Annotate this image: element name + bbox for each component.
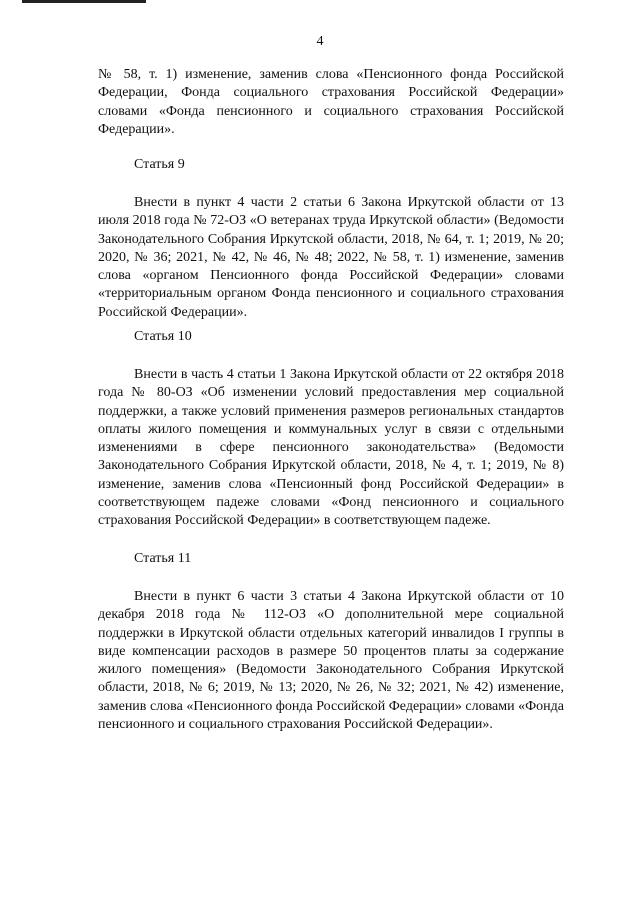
article-10-heading: Статья 10 [134,329,192,344]
article-9-paragraph: Внести в пункт 4 части 2 статьи 6 Закона Иркутской области от 13 июля 2018 года № 72-ОЗ «О ветеранах труда Иркутской области» (Ведомости Законодательного Собрания Иркутской области, 2018, № 64, т. 1; 2019, № 20; 2020, № 36; 2021, № 42, № 46, № 48; 2022, № 58, т. 1) изменение, заменив слова «органом Пенсионного фонда Российской Федерации» словами «территориальным органом Фонда пенсионного и социального страхования Российской Федерации». [98,195,564,320]
article-9-heading: Статья 9 [134,157,185,172]
top-border-rule [22,0,146,3]
article-11-paragraph: Внести в пункт 6 части 3 статьи 4 Закона Иркутской области от 10 декабря 2018 года № 112-ОЗ «О дополнительной мере социальной поддержки в Иркутской области отдельных категорий инвалидов I группы в виде компенсации расходов в размере 50 процентов платы за содержание жилого помещения» (Ведомости Законодательного Собрания Иркутской области, 2018, № 6; 2019, № 13; 2020, № 26, № 32; 2021, № 42) изменение, заменив слова «Пенсионного фонда Российской Федерации» словами «Фонда пенсионного и социального страхования Российской Федерации». [98,589,564,733]
article-10-paragraph: Внести в часть 4 статьи 1 Закона Иркутской области от 22 октября 2018 года № 80-ОЗ «Об изменении условий предоставления мер социальной поддержки, а также условий применения размеров региональных стандартов оплаты жилого помещения и коммунальных услуг в связи с отдельными изменениями в сфере пенсионного законодательства» (Ведомости Законодательного Собрания Иркутской области, 2018, № 4, т. 1; 2019, № 8) изменение, заменив слова «Пенсионный фонд Российской Федерации» в соответствующем падеже словами «Фонд пенсионного и социального страхования Российской Федерации» в соответствующем падеже. [98,367,564,529]
continuation-paragraph: № 58, т. 1) изменение, заменив слова «Пенсионного фонда Российской Федерации, Фонда социального страхования Российской Федерации» словами «Фонда пенсионного и социального страхования Российской Федерации». [98,67,564,137]
article-11-heading: Статья 11 [134,551,192,566]
page-number: 4 [316,34,324,49]
